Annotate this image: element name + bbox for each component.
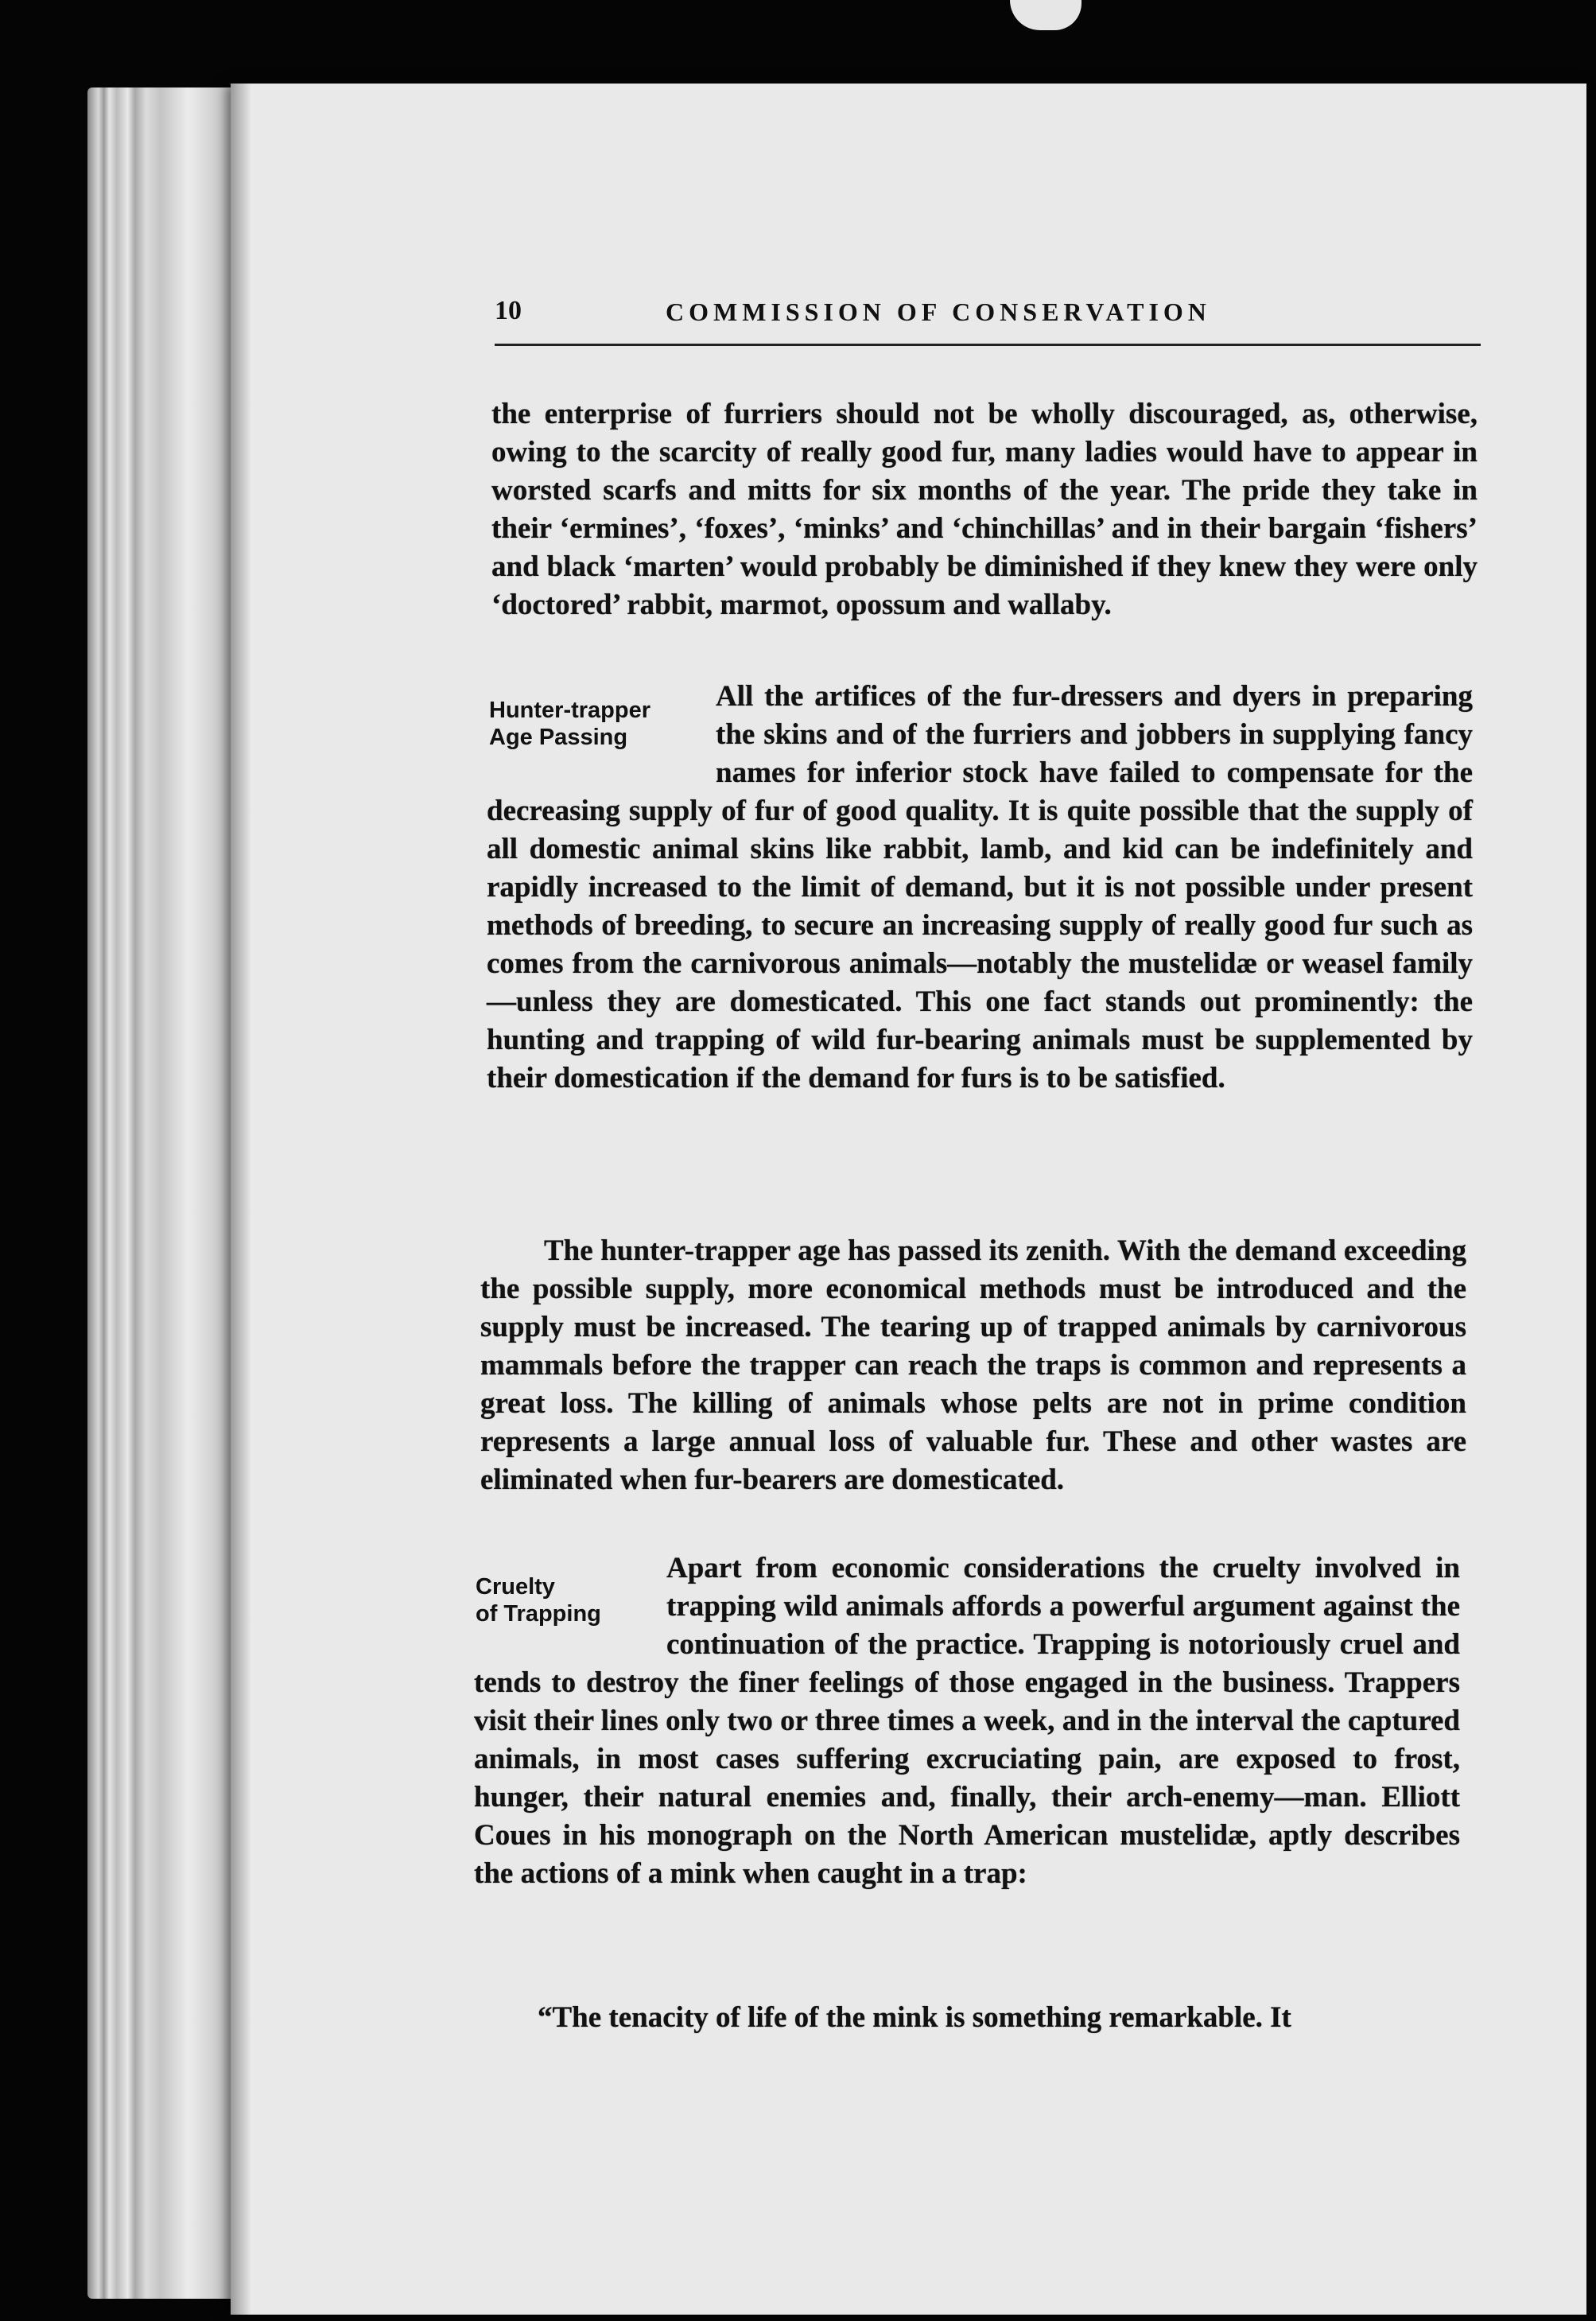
- paragraph-2: All the artifices of the fur-dressers and dyers in preparing the skins and of the furriers and jobbers in supplying fancy names for inferior stock have failed to compensate for the decreasing supply of fur of good quality. It is quite possible that the supply of all domestic animal skins like rabbit, lamb, and kid can be indefinitely and rapidly increased to the limit of demand, but it is not possible under present methods of breeding, to secure an increasing supply of really good fur such as comes from the carnivorous animals—notably the mustelidæ or weasel family—unless they are domesticated. This one fact stands out prominently: the hunting and trapping of wild fur-bearing animals must be supplemented by their domestication if the demand for furs is to be satisfied.: [487, 680, 1473, 1094]
- sidenote-line: Age Passing: [489, 725, 628, 750]
- sidenote-line: Cruelty: [476, 1574, 555, 1600]
- sidenote-spacer: [474, 1549, 666, 1664]
- sidenote-line: Hunter-trapper: [489, 698, 651, 723]
- running-title: COMMISSION OF CONSERVATION: [666, 297, 1211, 326]
- sidenote-spacer: [487, 678, 716, 792]
- paragraph-4: Apart from economic considerations the cruelty involved in trapping wild animals affords a powerful argument against the continuation of the practice. Trapping is notoriously cruel and tends to destroy the finer feelings of those engaged in the business. Trappers visit their lines only two or three times a week, and in the interval the captured animals, in most cases suffering excruciating pain, are exposed to frost, hunger, their natural enemies and, finally, their arch-enemy—man. Elliott Coues in his monograph on the North American mustelidæ, aptly describes the actions of a mink when caught in a trap:: [474, 1552, 1460, 1890]
- page-number: 10: [495, 296, 522, 325]
- paragraph-5-quote: “The tenacity of life of the mink is something remarkable. It: [538, 2001, 1291, 2034]
- top-smudge: [1010, 0, 1081, 30]
- paragraph-1: the enterprise of furriers should not be wholly discouraged, as, otherwise, owing to the scarcity of really good fur, many ladies would have to appear in worsted scarfs and mitts for six months of the year. The pride they take in their ‘ermines’, ‘foxes’, ‘minks’ and ‘chinchillas’ and in their bargain ‘fishers’ and black ‘marten’ would probably be diminished if they knew they were only ‘doctored’ rabbit, marmot, opossum and wallaby.: [491, 398, 1478, 621]
- paragraph-2-container: [487, 678, 1473, 1098]
- paragraph-4-container: [474, 1549, 1460, 1893]
- sidenote-line: of Trapping: [476, 1601, 601, 1627]
- running-header: [495, 296, 1481, 346]
- paragraph-3: The hunter-trapper age has passed its zenith. With the demand exceeding the possible supply, more economical methods must be introduced and the supply must be increased. The tearing up of trapped animals by carnivorous mammals before the trapper can reach the traps is common and represents a great loss. The killing of animals whose pelts are not in prime condition represents a large annual loss of valuable fur. These and other wastes are eliminated when fur-bearers are domesticated.: [480, 1234, 1466, 1496]
